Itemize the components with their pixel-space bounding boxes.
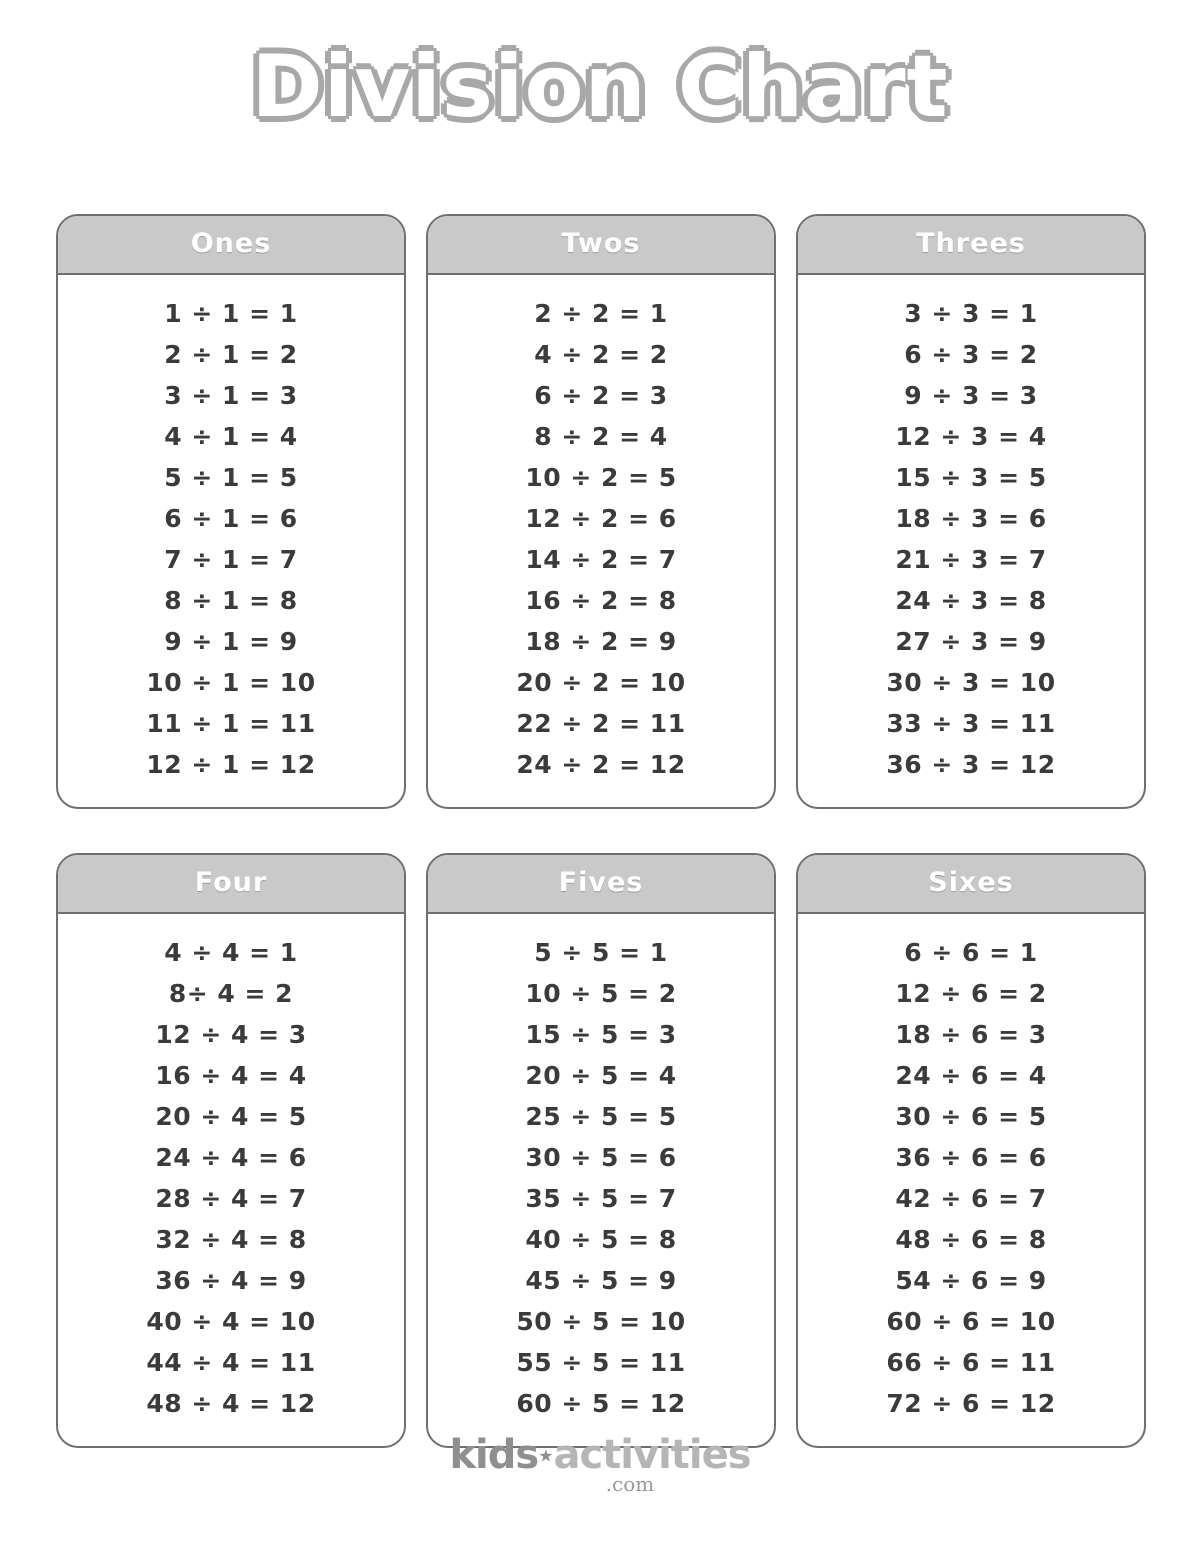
equation-row: 40 ÷ 4 = 10	[146, 1307, 316, 1336]
equation-row: 48 ÷ 6 = 8	[895, 1225, 1047, 1254]
card-heading-label: Twos	[561, 228, 641, 259]
equation-row: 12 ÷ 3 = 4	[895, 422, 1047, 451]
equation-row: 36 ÷ 6 = 6	[895, 1143, 1047, 1172]
equation-row: 33 ÷ 3 = 11	[886, 709, 1056, 738]
card-body	[798, 275, 1144, 807]
equation-row: 8÷ 4 = 2	[168, 979, 294, 1008]
equation-row: 12 ÷ 4 = 3	[155, 1020, 307, 1049]
equation-row: 20 ÷ 2 = 10	[516, 668, 686, 697]
page-title-text	[251, 37, 949, 137]
chart-card-sixes	[796, 853, 1146, 1448]
card-header	[428, 855, 774, 914]
equation-row: 10 ÷ 5 = 2	[525, 979, 677, 1008]
chart-card-ones	[56, 214, 406, 809]
equation-row: 5 ÷ 5 = 1	[534, 938, 668, 967]
equation-row: 12 ÷ 6 = 2	[895, 979, 1047, 1008]
equation-row: 22 ÷ 2 = 11	[516, 709, 686, 738]
equation-row: 18 ÷ 2 = 9	[525, 627, 677, 656]
card-header	[798, 216, 1144, 275]
equation-row: 8 ÷ 1 = 8	[164, 586, 298, 615]
equation-row: 45 ÷ 5 = 9	[525, 1266, 677, 1295]
equation-row: 4 ÷ 1 = 4	[164, 422, 298, 451]
card-header	[428, 216, 774, 275]
equation-row: 7 ÷ 1 = 7	[164, 545, 298, 574]
card-header	[58, 855, 404, 914]
equation-row: 48 ÷ 4 = 12	[146, 1389, 316, 1418]
chart-card-grid	[56, 214, 1146, 1448]
equation-row: 10 ÷ 2 = 5	[525, 463, 677, 492]
equation-row: 6 ÷ 2 = 3	[534, 381, 668, 410]
equation-row: 6 ÷ 6 = 1	[904, 938, 1038, 967]
equation-row: 15 ÷ 5 = 3	[525, 1020, 677, 1049]
card-body	[798, 914, 1144, 1446]
equation-row: 72 ÷ 6 = 12	[886, 1389, 1056, 1418]
equation-row: 55 ÷ 5 = 11	[516, 1348, 686, 1377]
equation-row: 15 ÷ 3 = 5	[895, 463, 1047, 492]
equation-row: 3 ÷ 1 = 3	[164, 381, 298, 410]
equation-row: 5 ÷ 1 = 5	[164, 463, 298, 492]
card-body	[58, 914, 404, 1446]
brand-domain: .com	[605, 1472, 655, 1496]
equation-row: 24 ÷ 6 = 4	[895, 1061, 1047, 1090]
equation-row: 16 ÷ 2 = 8	[525, 586, 677, 615]
equation-row: 40 ÷ 5 = 8	[525, 1225, 677, 1254]
equation-row: 4 ÷ 2 = 2	[534, 340, 668, 369]
card-body	[428, 914, 774, 1446]
equation-row: 18 ÷ 6 = 3	[895, 1020, 1047, 1049]
equation-row: 30 ÷ 3 = 10	[886, 668, 1056, 697]
equation-row: 35 ÷ 5 = 7	[525, 1184, 677, 1213]
equation-row: 20 ÷ 5 = 4	[525, 1061, 677, 1090]
equation-row: 27 ÷ 3 = 9	[895, 627, 1047, 656]
equation-row: 24 ÷ 3 = 8	[895, 586, 1047, 615]
card-body	[428, 275, 774, 807]
chart-card-threes	[796, 214, 1146, 809]
equation-row: 50 ÷ 5 = 10	[516, 1307, 686, 1336]
card-heading-label: Ones	[190, 228, 272, 259]
page-title-label: Division Chart	[251, 37, 949, 137]
star-icon: ★	[538, 1446, 554, 1467]
card-header	[58, 216, 404, 275]
equation-row: 14 ÷ 2 = 7	[525, 545, 677, 574]
equation-row: 42 ÷ 6 = 7	[895, 1184, 1047, 1213]
page-title	[0, 0, 1200, 142]
chart-card-fives	[426, 853, 776, 1448]
equation-row: 12 ÷ 2 = 6	[525, 504, 677, 533]
equation-row: 2 ÷ 2 = 1	[534, 299, 668, 328]
equation-row: 44 ÷ 4 = 11	[146, 1348, 316, 1377]
equation-row: 20 ÷ 4 = 5	[155, 1102, 307, 1131]
equation-row: 54 ÷ 6 = 9	[895, 1266, 1047, 1295]
equation-row: 2 ÷ 1 = 2	[164, 340, 298, 369]
equation-row: 1 ÷ 1 = 1	[164, 299, 298, 328]
equation-row: 18 ÷ 3 = 6	[895, 504, 1047, 533]
equation-row: 9 ÷ 3 = 3	[904, 381, 1038, 410]
chart-card-twos	[426, 214, 776, 809]
equation-row: 60 ÷ 5 = 12	[516, 1389, 686, 1418]
card-header	[798, 855, 1144, 914]
equation-row: 36 ÷ 4 = 9	[155, 1266, 307, 1295]
equation-row: 9 ÷ 1 = 9	[164, 627, 298, 656]
brand-logo	[449, 1432, 750, 1496]
equation-row: 36 ÷ 3 = 12	[886, 750, 1056, 779]
equation-row: 60 ÷ 6 = 10	[886, 1307, 1056, 1336]
equation-row: 6 ÷ 1 = 6	[164, 504, 298, 533]
equation-row: 30 ÷ 5 = 6	[525, 1143, 677, 1172]
card-heading-label: Fives	[558, 867, 644, 898]
card-body	[58, 275, 404, 807]
card-heading-label: Threes	[916, 228, 1026, 259]
equation-row: 24 ÷ 2 = 12	[516, 750, 686, 779]
equation-row: 24 ÷ 4 = 6	[155, 1143, 307, 1172]
footer	[0, 1432, 1200, 1496]
equation-row: 32 ÷ 4 = 8	[155, 1225, 307, 1254]
equation-row: 28 ÷ 4 = 7	[155, 1184, 307, 1213]
chart-card-four	[56, 853, 406, 1448]
equation-row: 8 ÷ 2 = 4	[534, 422, 668, 451]
equation-row: 21 ÷ 3 = 7	[895, 545, 1047, 574]
card-heading-label: Four	[194, 867, 268, 898]
card-heading-label: Sixes	[928, 867, 1014, 898]
equation-row: 4 ÷ 4 = 1	[164, 938, 298, 967]
equation-row: 10 ÷ 1 = 10	[146, 668, 316, 697]
brand-name-kids: kids	[449, 1432, 539, 1478]
equation-row: 11 ÷ 1 = 11	[146, 709, 316, 738]
equation-row: 30 ÷ 6 = 5	[895, 1102, 1047, 1131]
equation-row: 3 ÷ 3 = 1	[904, 299, 1038, 328]
equation-row: 16 ÷ 4 = 4	[155, 1061, 307, 1090]
brand-name-activities: activities	[553, 1432, 751, 1478]
equation-row: 12 ÷ 1 = 12	[146, 750, 316, 779]
equation-row: 6 ÷ 3 = 2	[904, 340, 1038, 369]
equation-row: 25 ÷ 5 = 5	[525, 1102, 677, 1131]
equation-row: 66 ÷ 6 = 11	[886, 1348, 1056, 1377]
